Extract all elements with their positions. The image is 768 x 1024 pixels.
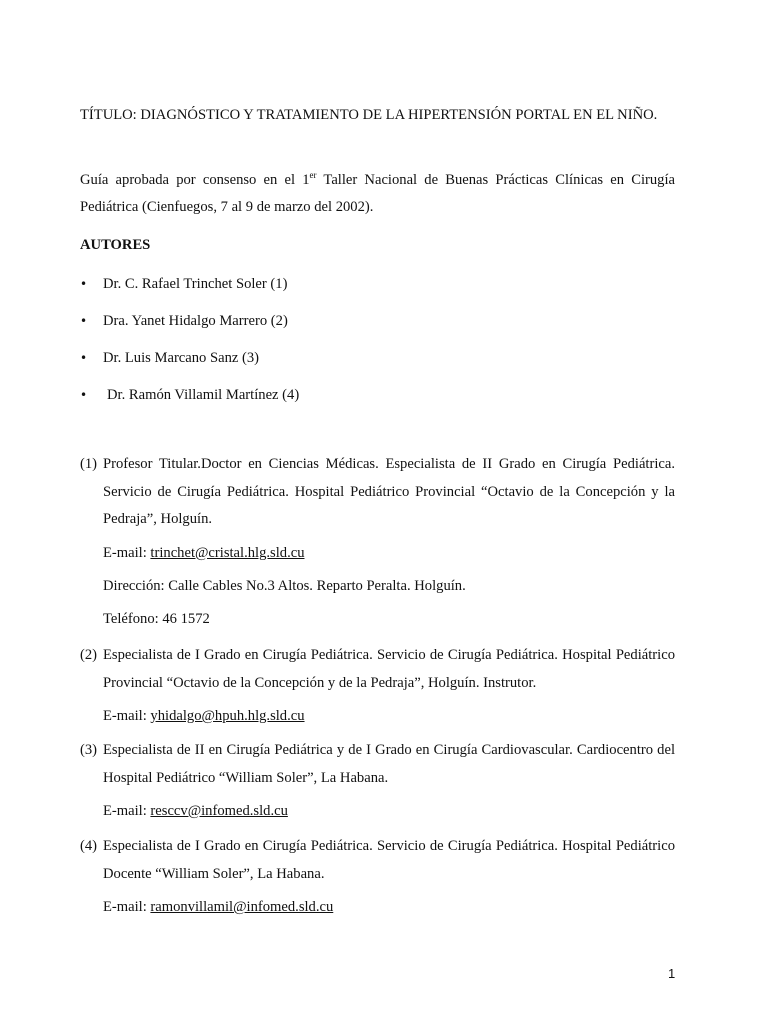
affiliation-email-line [103,798,675,825]
bullet-icon: • [80,388,88,402]
authors-heading: AUTORES [80,237,151,253]
affiliation-email-line [103,894,675,921]
guide-superscript: er [309,170,317,181]
email-label: E-mail: [103,899,151,915]
bullet-icon: • [80,351,88,365]
email-label: E-mail: [103,544,151,561]
email-link[interactable]: trinchet@cristal.hlg.sld.cu [150,544,305,561]
author-list [80,271,675,419]
author-name: Dra. Yanet Hidalgo Marrero (2) [103,313,288,329]
author-name: Dr. Ramón Villamil Martínez (4) [107,387,300,403]
affiliation-description: Especialista de II en Cirugía Pediátrica y de I Grado en Cirugía Cardiovascular. Cardiocentro del Hospital Pediátrico “William Soler”, La Habana. [103,742,675,786]
affiliation-2 [80,642,675,730]
affiliation-description: Especialista de I Grado en Cirugía Pediátrica. Servicio de Cirugía Pediátrica. Hospital Pediátrico Provincial “Octavio de la Concepción y de la Pedraja”, Holguín. Instrutor. [103,647,675,691]
affiliation-number: (3) [80,742,98,758]
page-number: 1 [668,966,676,981]
affiliation-number: (2) [80,647,98,663]
author-item [80,382,675,419]
email-label: E-mail: [103,803,151,819]
bullet-icon: • [80,314,88,328]
guide-statement [80,167,675,221]
affiliation-1 [80,451,675,633]
affiliation-3 [80,737,675,825]
document-title: TÍTULO: DIAGNÓSTICO Y TRATAMIENTO DE LA HIPERTENSIÓN PORTAL EN EL NIÑO. [80,107,658,123]
bullet-icon: • [80,277,88,291]
author-item [80,345,675,382]
guide-text-rest: Taller Nacional de Buenas Prácticas Clínicas en Cirugía Pediátrica (Cienfuegos, 7 al 9 de marzo del 2002). [80,172,675,215]
affiliation-description: Especialista de I Grado en Cirugía Pediátrica. Servicio de Cirugía Pediátrica. Hospital Pediátrico Docente “William Soler”, La Habana. [103,838,675,882]
guide-text-prefix: Guía aprobada por consenso en el 1 [80,172,310,188]
affiliation-number: (4) [80,838,98,854]
affiliation-email-line [103,703,675,730]
author-item [80,308,675,345]
affiliation-description: Profesor Titular.Doctor en Ciencias Médicas. Especialista de II Grado en Cirugía Pediátrica. Servicio de Cirugía Pediátrica. Hospital Pediátrico Provincial “Octavio de la Concepción y la Pedraja”, Holguín. [103,456,675,527]
author-item [80,271,675,308]
email-label: E-mail: [103,708,151,724]
author-name: Dr. C. Rafael Trinchet Soler (1) [103,276,288,292]
email-link[interactable]: yhidalgo@hpuh.hlg.sld.cu [150,708,305,724]
email-link[interactable]: ramonvillamil@infomed.sld.cu [150,899,334,915]
email-link[interactable]: resccv@infomed.sld.cu [150,803,288,819]
affiliation-4 [80,833,675,921]
affiliation-number: (1) [80,456,98,472]
affiliation-address: Dirección: Calle Cables No.3 Altos. Reparto Peralta. Holguín. [103,577,466,594]
affiliation-phone: Teléfono: 46 1572 [103,610,210,627]
author-name: Dr. Luis Marcano Sanz (3) [103,350,260,366]
affiliation-email-line [103,540,675,567]
